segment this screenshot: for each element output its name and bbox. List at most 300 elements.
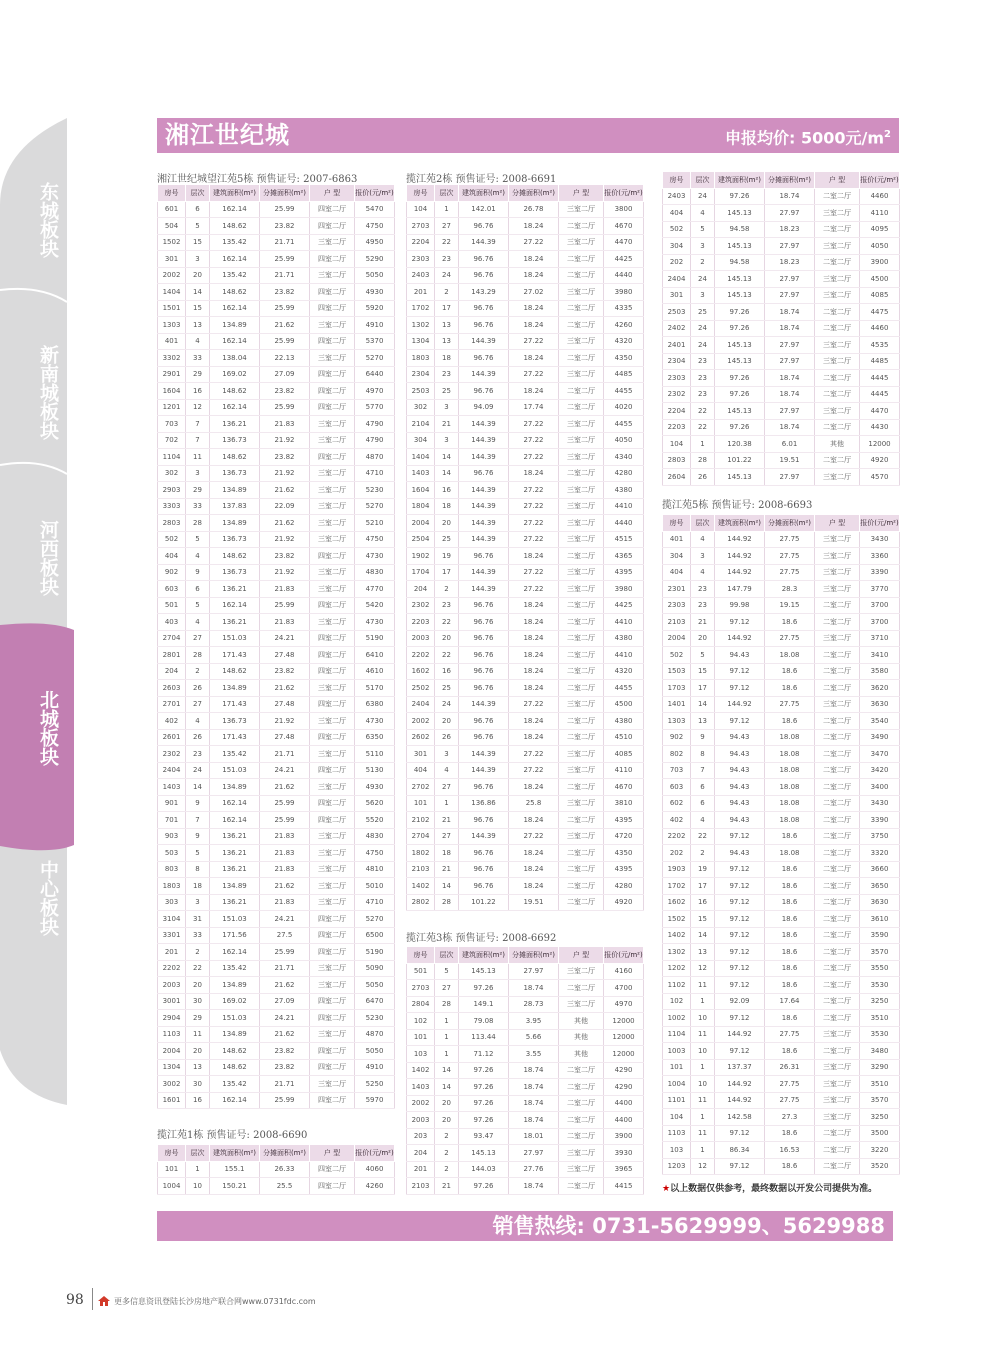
table-cell: 22	[435, 234, 459, 251]
table-caption: 湘江世纪城望江苑5栋 预售证号: 2007-6863	[157, 174, 358, 185]
table-cell: 27.22	[509, 498, 559, 515]
table-cell: 101.22	[715, 452, 765, 469]
table-cell: 145.13	[715, 337, 765, 354]
table-cell: 138.04	[210, 350, 260, 367]
table-cell: 96.76	[459, 663, 509, 680]
table-cell: 3	[435, 746, 459, 763]
table-cell: 三室二厅	[559, 581, 604, 598]
table-cell: 26.33	[260, 1161, 310, 1178]
table-cell: 27.22	[509, 234, 559, 251]
table-cell: 151.03	[210, 1010, 260, 1027]
table-cell: 2704	[407, 828, 435, 845]
table-cell: 三室二厅	[559, 498, 604, 515]
table-cell: 四室二厅	[310, 300, 355, 317]
table-row	[158, 614, 395, 631]
table-cell: 2103	[663, 614, 691, 631]
table-cell: 2202	[158, 960, 186, 977]
table-row	[158, 1076, 395, 1093]
table-cell: 401	[158, 333, 186, 350]
table-cell: 2803	[158, 515, 186, 532]
table-cell: 24	[435, 267, 459, 284]
table-cell: 12	[691, 960, 715, 977]
table-cell: 4425	[604, 597, 644, 614]
table-cell: 94.43	[715, 746, 765, 763]
table-row	[663, 548, 900, 565]
data-table	[662, 171, 900, 486]
table-cell: 171.43	[210, 647, 260, 664]
table-cell: 19.15	[765, 597, 815, 614]
table-cell: 四室二厅	[310, 696, 355, 713]
table-cell: 136.21	[210, 828, 260, 845]
table-cell: 三室二厅	[559, 963, 604, 980]
average-price-sup: 2	[884, 129, 891, 140]
table-row	[407, 399, 644, 416]
table-cell: 二室二厅	[815, 779, 860, 796]
table-cell: 702	[158, 432, 186, 449]
table-cell: 1601	[158, 1092, 186, 1109]
table-cell: 5190	[355, 630, 395, 647]
table-cell: 二室二厅	[559, 779, 604, 796]
table-cell: 135.42	[210, 960, 260, 977]
column-header: 层次	[435, 947, 459, 964]
table-cell: 1403	[158, 779, 186, 796]
table-cell: 22	[435, 647, 459, 664]
table-cell: 1	[691, 1109, 715, 1126]
table-cell: 1	[691, 1142, 715, 1159]
table-cell: 二室二厅	[815, 960, 860, 977]
table-cell: 三室二厅	[310, 581, 355, 598]
table-cell: 2801	[158, 647, 186, 664]
column-header: 层次	[691, 515, 715, 532]
table-cell: 四室二厅	[310, 383, 355, 400]
table-cell: 3001	[158, 993, 186, 1010]
table-cell: 4	[186, 333, 210, 350]
table-cell: 151.03	[210, 762, 260, 779]
table-row	[407, 1178, 644, 1195]
table-cell: 27.22	[509, 515, 559, 532]
table-cell: 144.92	[715, 1092, 765, 1109]
table-cell: 三室二厅	[815, 353, 860, 370]
table-cell: 21	[435, 861, 459, 878]
table-cell: 4	[691, 812, 715, 829]
side-tab-xinnancheng[interactable]: 新南城板块	[37, 345, 59, 440]
table-cell: 二室二厅	[559, 894, 604, 911]
table-cell: 四室二厅	[310, 1059, 355, 1076]
table-cell: 97.12	[715, 878, 765, 895]
table-row	[663, 419, 900, 436]
table-row	[407, 300, 644, 317]
column-header: 建筑面积(m²)	[459, 185, 509, 202]
table-cell: 204	[158, 663, 186, 680]
table-cell: 14	[691, 927, 715, 944]
table-cell: 三室二厅	[815, 469, 860, 486]
table-cell: 27	[435, 828, 459, 845]
table-cell: 其他	[559, 1029, 604, 1046]
table-cell: 145.13	[715, 238, 765, 255]
table-cell: 三室二厅	[815, 1076, 860, 1093]
side-tab-zhongxin[interactable]: 中心板块	[37, 860, 59, 936]
table-cell: 11	[691, 1026, 715, 1043]
table-row	[663, 452, 900, 469]
table-row	[407, 696, 644, 713]
table-cell: 27.97	[765, 287, 815, 304]
table-cell: 144.39	[459, 746, 509, 763]
table-row	[663, 1158, 900, 1175]
table-cell: 27	[186, 630, 210, 647]
table-cell: 144.92	[715, 531, 765, 548]
table-cell: 27.22	[509, 581, 559, 598]
table-cell: 其他	[559, 1046, 604, 1063]
table-cell: 三室二厅	[559, 482, 604, 499]
table-row	[158, 663, 395, 680]
table-row	[407, 515, 644, 532]
table-cell: 25.99	[260, 300, 310, 317]
table-cell: 4470	[604, 234, 644, 251]
table-header-row	[158, 1145, 395, 1162]
column-header: 房号	[158, 185, 186, 202]
table-cell: 2803	[663, 452, 691, 469]
table-cell: 14	[435, 1079, 459, 1096]
side-tab-beicheng[interactable]: 北城板块	[37, 690, 59, 766]
table-cell: 二室二厅	[559, 350, 604, 367]
table-cell: 7	[691, 762, 715, 779]
table-cell: 三室二厅	[815, 548, 860, 565]
table-cell: 145.13	[715, 403, 765, 420]
table-cell: 97.26	[715, 320, 765, 337]
table-row	[407, 878, 644, 895]
table-row	[663, 779, 900, 796]
table-row	[158, 350, 395, 367]
table-row	[407, 416, 644, 433]
table-cell: 144.92	[715, 696, 765, 713]
table-cell: 136.21	[210, 861, 260, 878]
table-cell: 二室二厅	[815, 370, 860, 387]
table-row	[407, 218, 644, 235]
table-row	[158, 564, 395, 581]
table-cell: 145.13	[715, 287, 765, 304]
table-cell: 104	[663, 1109, 691, 1126]
table-cell: 96.76	[459, 383, 509, 400]
table-cell: 162.14	[210, 795, 260, 812]
table-cell: 23	[691, 597, 715, 614]
table-cell: 144.39	[459, 762, 509, 779]
table-cell: 113.44	[459, 1029, 509, 1046]
table-cell: 4790	[355, 416, 395, 433]
table-header-row	[663, 172, 900, 189]
table-cell: 4110	[604, 762, 644, 779]
table-cell: 27.97	[765, 403, 815, 420]
table-cell: 27.48	[260, 696, 310, 713]
table-row	[407, 861, 644, 878]
table-cell: 二室二厅	[815, 861, 860, 878]
table-cell: 27.97	[765, 205, 815, 222]
table-cell: 三室二厅	[559, 432, 604, 449]
table-row	[158, 927, 395, 944]
table-cell: 97.12	[715, 944, 765, 961]
table-cell: 5110	[355, 746, 395, 763]
table-cell: 18.24	[509, 878, 559, 895]
hotline-bar	[157, 1211, 893, 1241]
table-cell: 203	[407, 1128, 435, 1145]
table-cell: 4455	[604, 416, 644, 433]
table-cell: 4020	[604, 399, 644, 416]
table-cell: 18.6	[765, 861, 815, 878]
table-cell: 27.76	[509, 1161, 559, 1178]
table-cell: 3650	[860, 878, 900, 895]
table-cell: 二室二厅	[559, 680, 604, 697]
table-cell: 4710	[355, 894, 395, 911]
table-cell: 2	[691, 254, 715, 271]
table-cell: 1	[186, 1161, 210, 1178]
table-cell: 三室二厅	[559, 366, 604, 383]
table-cell: 三室二厅	[559, 449, 604, 466]
table-cell: 四室二厅	[310, 762, 355, 779]
column-header: 报价(元/m²)	[355, 1145, 395, 1162]
table-cell: 2703	[407, 218, 435, 235]
table-row	[663, 597, 900, 614]
table-row	[663, 531, 900, 548]
table-cell: 18.6	[765, 960, 815, 977]
table-cell: 1602	[663, 894, 691, 911]
table-cell: 18.74	[765, 188, 815, 205]
table-cell: 150.21	[210, 1178, 260, 1195]
table-row	[663, 1059, 900, 1076]
table-cell: 5420	[355, 597, 395, 614]
table-cell: 3630	[860, 894, 900, 911]
table-cell: 27.22	[509, 531, 559, 548]
column-header: 报价(元/m²)	[860, 172, 900, 189]
table-cell: 96.76	[459, 680, 509, 697]
table-cell: 148.62	[210, 218, 260, 235]
table-cell: 2002	[158, 267, 186, 284]
table-cell: 3930	[604, 1145, 644, 1162]
table-cell: 145.13	[715, 469, 765, 486]
table-cell: 102	[407, 1013, 435, 1030]
table-cell: 202	[663, 845, 691, 862]
table-cell: 三室二厅	[310, 350, 355, 367]
table-row	[663, 271, 900, 288]
table-cell: 4750	[355, 531, 395, 548]
table-cell: 96.76	[459, 630, 509, 647]
table-cell: 20	[435, 1112, 459, 1129]
table-cell: 1304	[158, 1059, 186, 1076]
table-cell: 15	[691, 911, 715, 928]
table-cell: 6	[186, 201, 210, 218]
side-tab-dongcheng[interactable]: 东城板块	[37, 182, 59, 258]
column-header: 户 型	[310, 1145, 355, 1162]
table-cell: 21.83	[260, 845, 310, 862]
table-cell: 97.26	[715, 386, 765, 403]
table-cell: 21.83	[260, 861, 310, 878]
table-cell: 1702	[663, 878, 691, 895]
table-cell: 4700	[604, 980, 644, 997]
table-cell: 四室二厅	[310, 597, 355, 614]
table-cell: 二室二厅	[815, 386, 860, 403]
table-cell: 3002	[158, 1076, 186, 1093]
table-cell: 21.83	[260, 828, 310, 845]
table-cell: 18.08	[765, 812, 815, 829]
table-cell: 10	[691, 1010, 715, 1027]
table-cell: 二室二厅	[559, 980, 604, 997]
table-cell: 27.09	[260, 366, 310, 383]
table-row	[407, 894, 644, 911]
table-cell: 14	[186, 284, 210, 301]
table-cell: 26	[186, 680, 210, 697]
table-cell: 4260	[355, 1178, 395, 1195]
table-cell: 18.08	[765, 845, 815, 862]
table-cell: 4730	[355, 614, 395, 631]
table-cell: 136.73	[210, 465, 260, 482]
table-row	[663, 746, 900, 763]
side-tab-hexi[interactable]: 河西板块	[37, 520, 59, 596]
table-cell: 96.76	[459, 597, 509, 614]
table-cell: 2504	[407, 531, 435, 548]
table-cell: 三室二厅	[310, 234, 355, 251]
table-cell: 4	[691, 205, 715, 222]
table-cell: 4350	[604, 350, 644, 367]
table-cell: 3590	[860, 927, 900, 944]
table-row	[407, 1095, 644, 1112]
table-row	[407, 729, 644, 746]
table-cell: 23	[691, 353, 715, 370]
table-cell: 3980	[604, 581, 644, 598]
table-cell: 27.75	[765, 696, 815, 713]
table-cell: 103	[407, 1046, 435, 1063]
table-cell: 四室二厅	[310, 1092, 355, 1109]
table-cell: 二室二厅	[815, 944, 860, 961]
table-cell: 4455	[604, 680, 644, 697]
table-cell: 三室二厅	[310, 894, 355, 911]
table-cell: 97.26	[459, 980, 509, 997]
table-cell: 5	[435, 963, 459, 980]
table-cell: 21.71	[260, 960, 310, 977]
column-header: 报价(元/m²)	[355, 185, 395, 202]
table-cell: 135.42	[210, 1076, 260, 1093]
table-cell: 二室二厅	[815, 746, 860, 763]
table-cell: 1602	[407, 663, 435, 680]
table-cell: 97.26	[715, 419, 765, 436]
table-cell: 151.03	[210, 630, 260, 647]
table-cell: 96.76	[459, 779, 509, 796]
table-cell: 18.6	[765, 713, 815, 730]
table-cell: 603	[158, 581, 186, 598]
table-cell: 27.22	[509, 828, 559, 845]
table-cell: 201	[407, 1161, 435, 1178]
table-cell: 18.74	[765, 370, 815, 387]
table-row	[407, 1013, 644, 1030]
table-cell: 134.89	[210, 779, 260, 796]
table-cell: 14	[691, 696, 715, 713]
table-cell: 11	[691, 1125, 715, 1142]
table-cell: 97.12	[715, 861, 765, 878]
table-row	[158, 218, 395, 235]
table-cell: 403	[158, 614, 186, 631]
table-cell: 134.89	[210, 482, 260, 499]
table-cell: 三室二厅	[815, 531, 860, 548]
table-cell: 18.6	[765, 828, 815, 845]
table-cell: 94.43	[715, 845, 765, 862]
table-cell: 27.22	[509, 416, 559, 433]
table-cell: 5050	[355, 267, 395, 284]
table-cell: 3965	[604, 1161, 644, 1178]
table-cell: 16	[435, 482, 459, 499]
table-cell: 1201	[158, 399, 186, 416]
table-cell: 4930	[355, 779, 395, 796]
table-row	[158, 482, 395, 499]
table-cell: 3900	[604, 1128, 644, 1145]
table-cell: 18.24	[509, 647, 559, 664]
table-cell: 24	[691, 188, 715, 205]
table-cell: 二室二厅	[559, 812, 604, 829]
table-cell: 18.6	[765, 977, 815, 994]
table-cell: 4335	[604, 300, 644, 317]
table-cell: 27.97	[765, 271, 815, 288]
table-cell: 18.24	[509, 713, 559, 730]
table-row	[663, 287, 900, 304]
table-cell: 2404	[663, 271, 691, 288]
table-cell: 18.24	[509, 300, 559, 317]
table-cell: 162.14	[210, 1092, 260, 1109]
table-cell: 4380	[604, 713, 644, 730]
table-row	[663, 469, 900, 486]
table-cell: 2003	[407, 1112, 435, 1129]
table-cell: 23	[691, 386, 715, 403]
table-cell: 7	[186, 812, 210, 829]
table-cell: 2102	[407, 812, 435, 829]
table-cell: 18.74	[509, 980, 559, 997]
table-row	[663, 713, 900, 730]
table-cell: 303	[158, 894, 186, 911]
table-cell: 96.76	[459, 812, 509, 829]
table-cell: 四室二厅	[310, 795, 355, 812]
table-cell: 2	[435, 1128, 459, 1145]
table-cell: 27.97	[765, 337, 815, 354]
table-cell: 27.09	[260, 993, 310, 1010]
table-cell: 四室二厅	[310, 251, 355, 268]
table-cell: 13	[691, 944, 715, 961]
table-row	[158, 828, 395, 845]
table-cell: 6500	[355, 927, 395, 944]
table-cell: 18.6	[765, 911, 815, 928]
table-cell: 18.24	[509, 597, 559, 614]
table-cell: 97.12	[715, 1010, 765, 1027]
table-cell: 23.82	[260, 548, 310, 565]
table-cell: 18.01	[509, 1128, 559, 1145]
table-cell: 25	[435, 531, 459, 548]
table-cell: 86.34	[715, 1142, 765, 1159]
table-cell: 21	[691, 614, 715, 631]
table-cell: 二室二厅	[815, 878, 860, 895]
table-cell: 21.62	[260, 317, 310, 334]
table-cell: 503	[158, 845, 186, 862]
table-row	[407, 284, 644, 301]
table-cell: 135.42	[210, 267, 260, 284]
table-cell: 20	[435, 630, 459, 647]
table-cell: 201	[158, 944, 186, 961]
table-cell: 20	[691, 630, 715, 647]
table-cell: 27	[435, 779, 459, 796]
table-cell: 1702	[407, 300, 435, 317]
table-row	[158, 696, 395, 713]
table-caption: 揽江苑5栋 预售证号: 2008-6693	[662, 500, 813, 511]
table-cell: 24.21	[260, 630, 310, 647]
table-row	[663, 581, 900, 598]
table-cell: 701	[158, 812, 186, 829]
table-cell: 1402	[407, 878, 435, 895]
table-cell: 22	[186, 960, 210, 977]
table-cell: 96.76	[459, 350, 509, 367]
table-row	[663, 386, 900, 403]
